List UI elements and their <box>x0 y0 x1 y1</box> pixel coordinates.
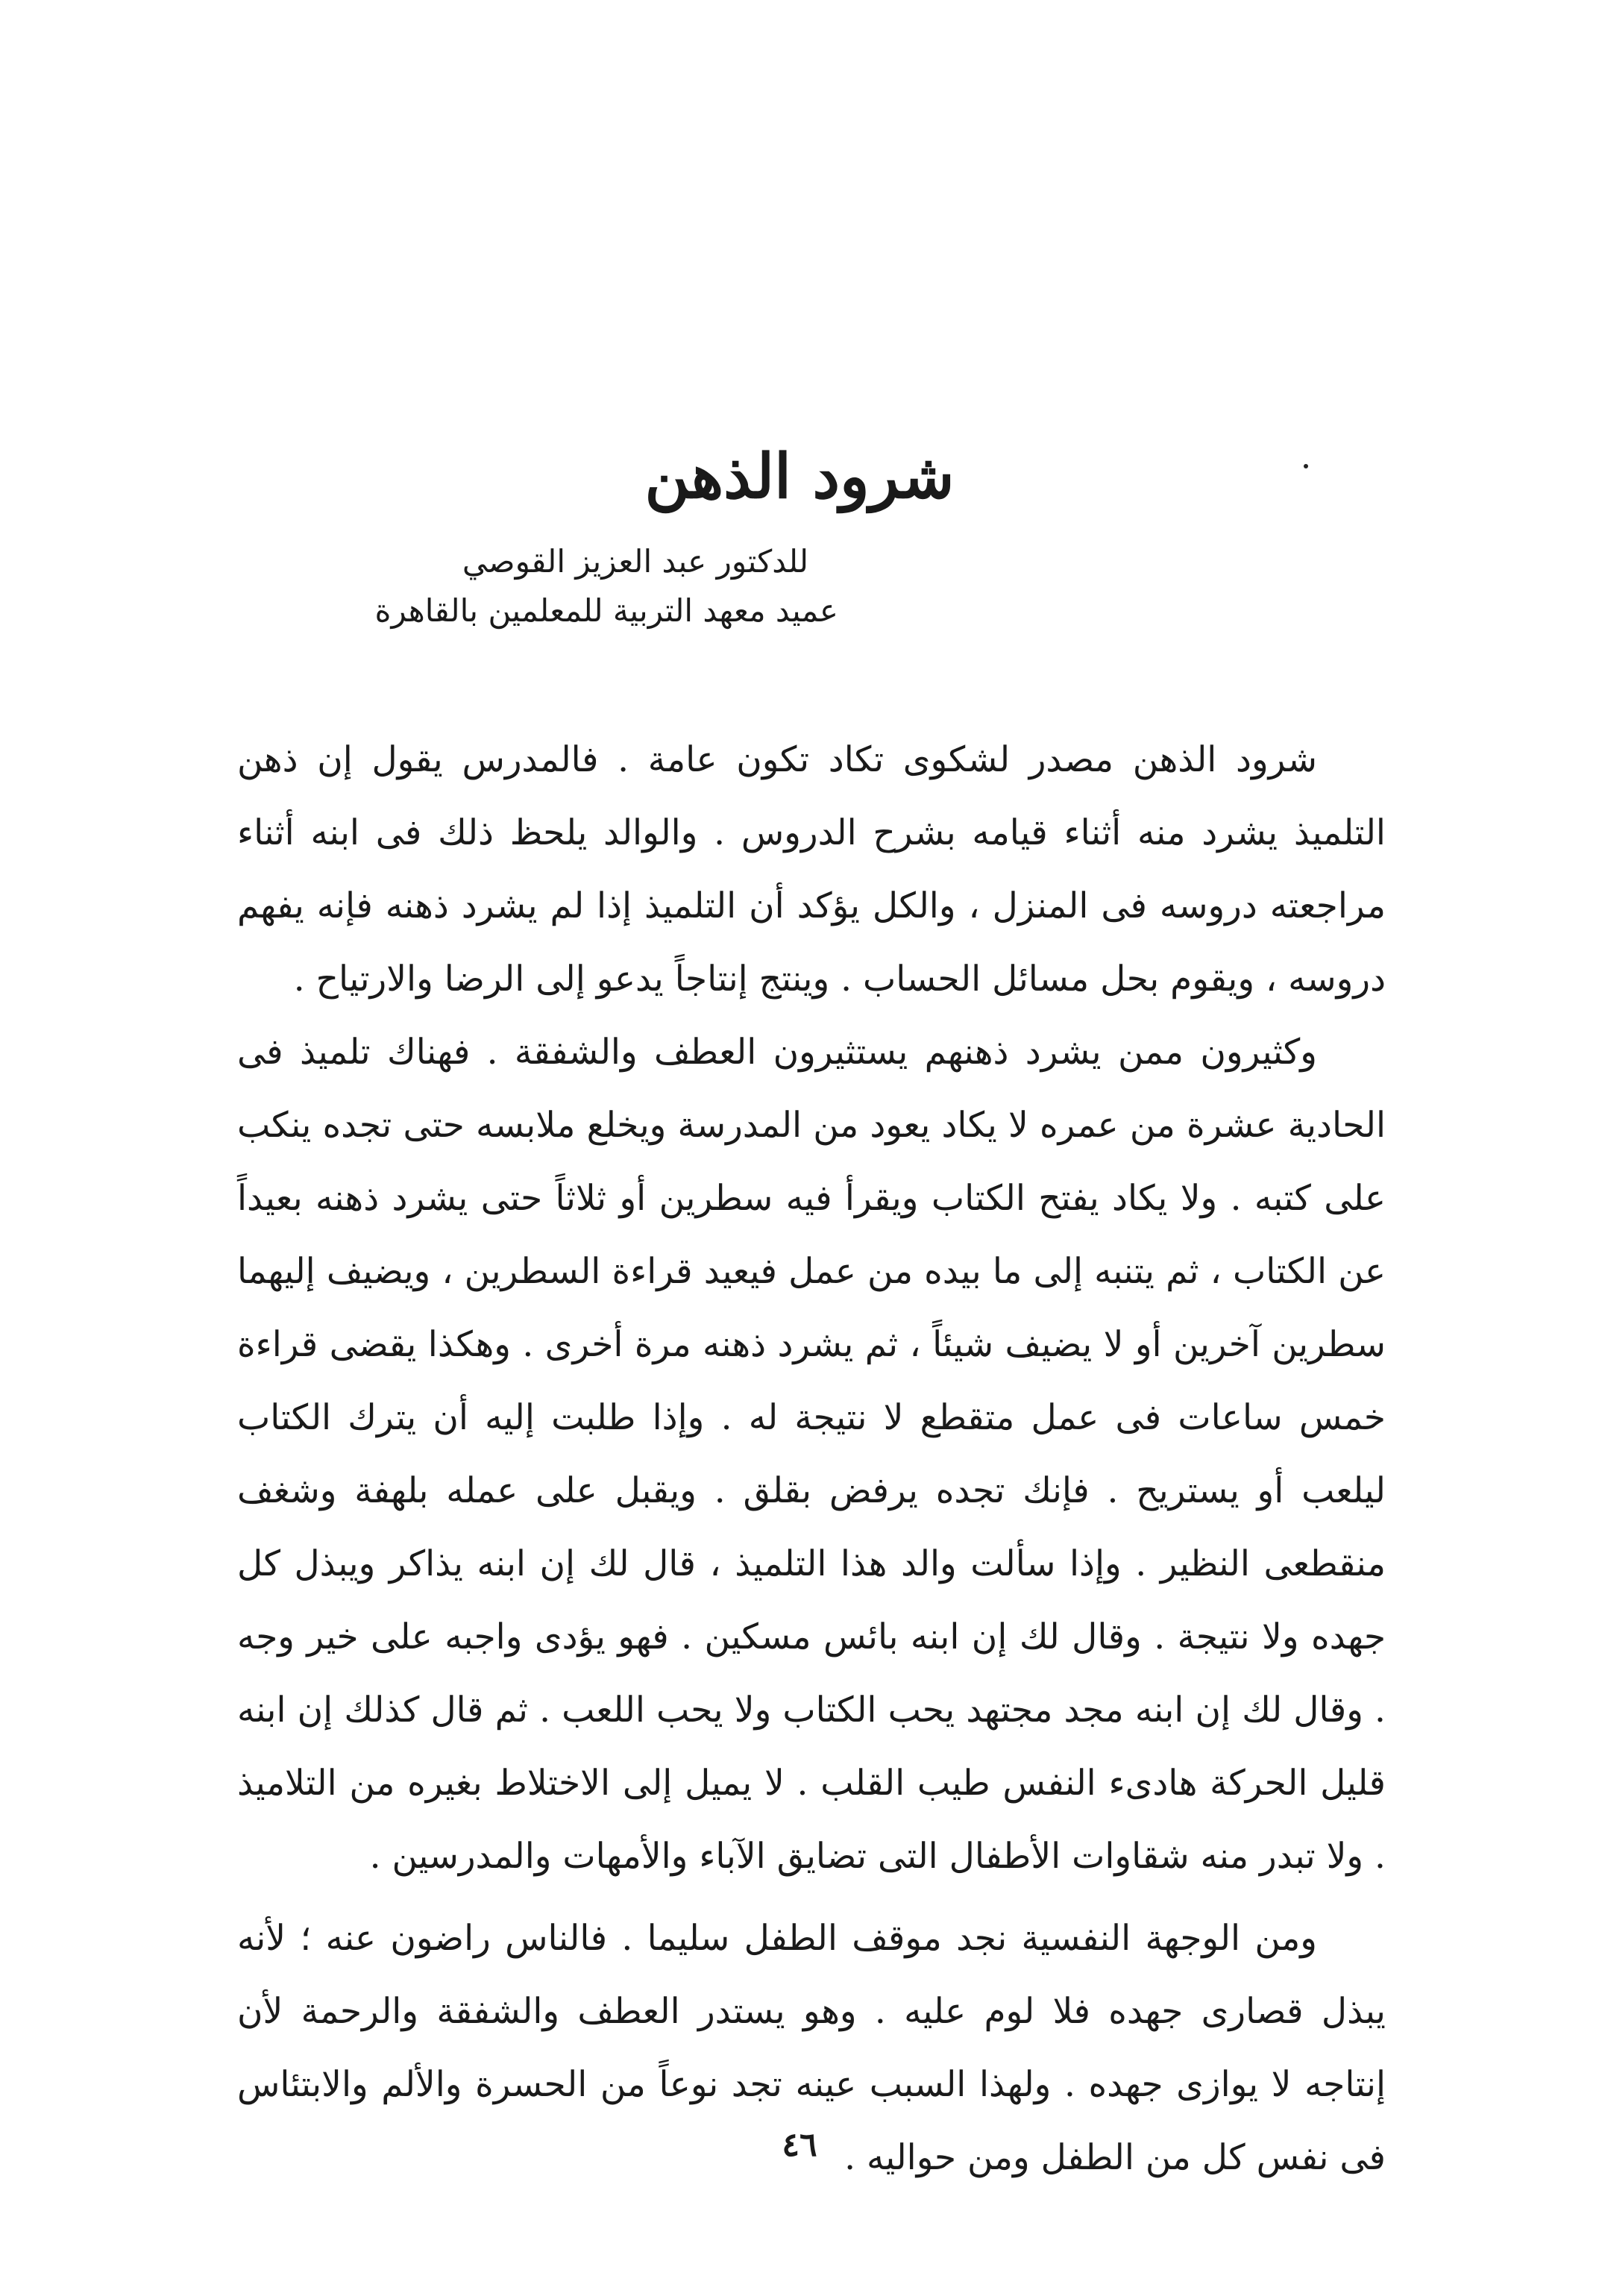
paragraph: وكثيرون ممن يشرد ذهنهم يستثيرون العطف والشفقة . فهناك تلميذ فى الحادية عشرة من عمره لا يكاد يعود من المدرسة ويخلع ملابسه حتى تجده ينكب على كتبه . ولا يكاد يفتح الكتاب ويقرأ فيه سطرين أو ثلاثاً حتى يشرد ذهنه بعيداً عن الكتاب ، ثم يتنبه إلى ما بيده من عمل فيعيد قراءة السطرين ، ويضيف إليهما سطرين آخرين أو لا يضيف شيئاً ، ثم يشرد ذهنه مرة أخرى . وهكذا يقضى قراءة خمس ساعات فى عمل متقطع لا نتيجة له . وإذا طلبت إليه أن يترك الكتاب ليلعب أو يستريح . فإنك تجده يرفض بقلق . ويقبل على عمله بلهفة وشغف منقطعى النظير . وإذا سألت والد هذا التلميذ ، قال لك إن ابنه يذاكر ويبذل كل جهده ولا نتيجة . وقال لك إن ابنه بائس مسكين . فهو يؤدى واجبه على خير وجه . وقال لك إن ابنه مجد مجتهد يحب الكتاب ولا يحب اللعب . ثم قال كذلك إن ابنه قليل الحركة هادىء النفس طيب القلب . لا يميل إلى الاختلاط بغيره من التلاميذ . ولا تبدر منه شقاوات الأطفال التى تضايق الآباء والأمهات والمدرسين . <box>237 1032 1386 1877</box>
author-name: للدكتور عبد العزيز القوصي <box>462 543 808 580</box>
page-number: ٤٦ <box>782 2126 817 2164</box>
author-block <box>374 537 838 636</box>
paragraph: شرود الذهن مصدر لشكوى تكاد تكون عامة . فالمدرس يقول إن ذهن التلميذ يشرد منه أثناء قيامه بشرح الدروس . والوالد يلحظ ذلك فى ابنه أثناء مراجعته دروسه فى المنزل ، والكل يؤكد أن التلميذ إذا لم يشرد ذهنه فإنه يفهم دروسه ، ويقوم بحل مسائل الحساب . وينتج إنتاجاً يدعو إلى الرضا والارتياح . <box>237 739 1386 1000</box>
author-role: عميد معهد التربية للمعلمين بالقاهرة <box>374 592 838 629</box>
paragraph: ومن الوجهة النفسية نجد موقف الطفل سليما . فالناس راضون عنه ؛ لأنه يبذل قصارى جهده فلا لوم عليه . وهو يستدر العطف والشفقة والرحمة لأن إنتاجه لا يوازى جهده . ولهذا السبب عينه تجد نوعاً من الحسرة والألم والابتئاس فى نفس كل من الطفل ومن حواليه . <box>237 1918 1386 2178</box>
article-body <box>237 724 1386 2195</box>
article-title: شرود الذهن <box>644 441 955 512</box>
